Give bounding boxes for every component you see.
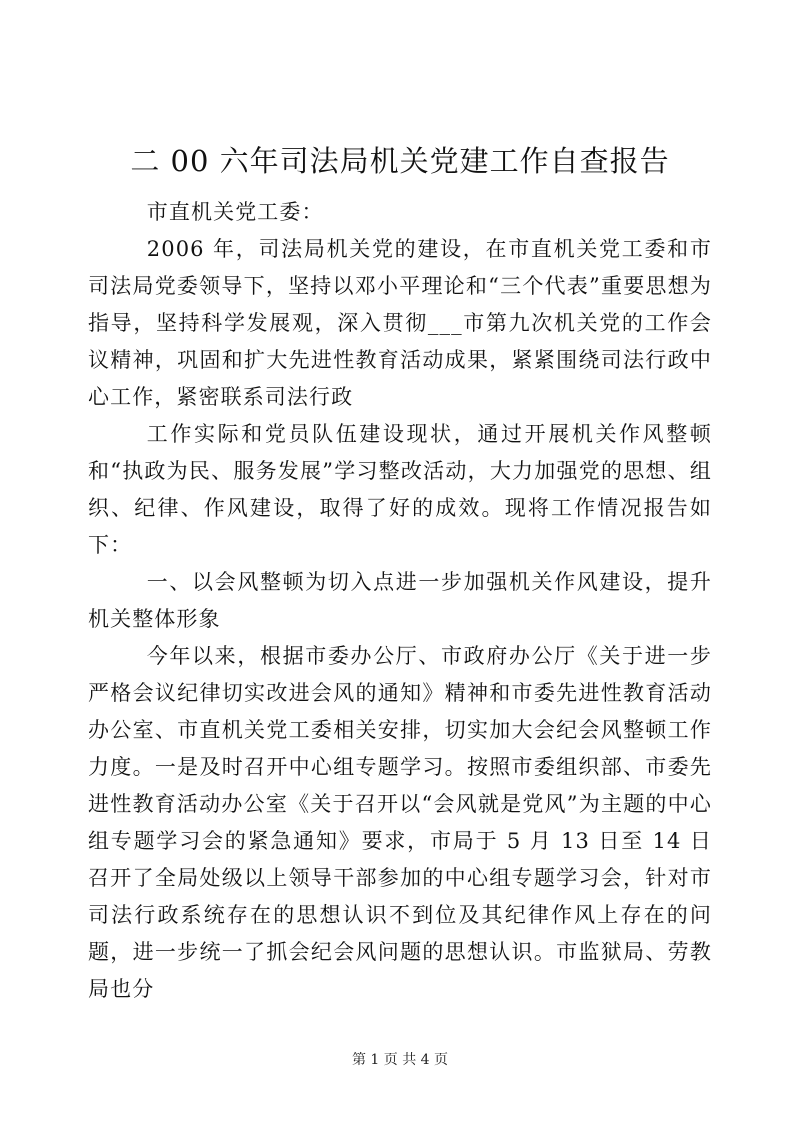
section-heading-1: 一、以会风整顿为切入点进一步加强机关作风建设，提升机关整体形象 <box>88 570 712 631</box>
addressee-line: 市直机关党工委： <box>146 200 324 224</box>
document-body <box>88 194 712 1008</box>
paragraph-meeting-style: 今年以来，根据市委办公厅、市政府办公厅《关于进一步严格会议纪律切实改进会风的通知》精神和市委先进性教育活动办公室、市直机关党工委相关安排，切实加大会纪会风整顿工作力度。一是及时召开中心组专题学习。按照市委组织部、市委先进性教育活动办公室《关于召开以“会风就是党风”为主题的中心组专题学习会的紧急通知》要求，市局于 5 月 13 日至 14 日召开了全局处级以上领导干部参加的中心组专题学习会，针对市司法行政系统存在的思想认识不到位及其纪律作风上存在的问题，进一步统一了抓会纪会风问题的思想认识。市监狱局、劳教局也分 <box>88 644 712 1001</box>
paragraph-intro: 2006 年，司法局机关党的建设，在市直机关党工委和市司法局党委领导下，坚持以邓小平理论和“三个代表”重要思想为指导，坚持科学发展观，深入贯彻___市第九次机关党的工作会议精神，巩固和扩大先进性教育活动成果，紧紧围绕司法行政中心工作，紧密联系司法行政 <box>88 237 712 409</box>
document-title: 二 00 六年司法局机关党建工作自查报告 <box>130 144 670 178</box>
page-footer: 第 1 页 共 4 页 <box>351 1052 449 1068</box>
paragraph-work-practice: 工作实际和党员队伍建设现状，通过开展机关作风整顿和“执政为民、服务发展”学习整改活动，大力加强党的思想、组织、纪律、作风建设，取得了好的成效。现将工作情况报告如下： <box>88 422 712 557</box>
